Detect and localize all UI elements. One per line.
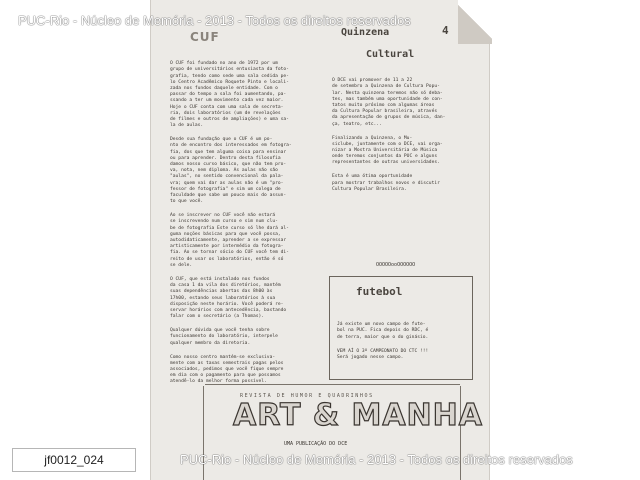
folded-corner: [458, 0, 492, 44]
watermark-top: PUC-Rio - Núcleo de Memória - 2013 - Todos os direitos reservados: [18, 13, 411, 28]
page-number: 4: [442, 24, 449, 37]
cuf-paragraph: O CUF foi fundado no ano de 1972 por um grupo de universitários entusiasta da foto- grafia, tendo como sede uma sala cedida pe- lo Centro Acadêmico Roquete Pinto e locali- zada nos fundos daquele entidade. Com o passar do tempo a sala foi aumentando, pa- ssando a ter um movimento cada vez maior. Hoje o CUF conta com uma sala de secreta- ria, dois laboratórios (um de revelações de filmes e outros de ampliações) e uma sa- la de aulas.: [170, 61, 289, 129]
futebol-body: [337, 316, 469, 369]
cuf-article-title: CUF: [190, 30, 220, 44]
cuf-paragraph: Como nosso centro mantém-se exclusiva- mente com as taxas semestrais pagas pelos associados, pedimos que você fique sempre em dia com o pagamento para que possamos atendê-lo da melhor forma possível.: [170, 354, 284, 385]
cuf-paragraph: Desde sua fundação que o CUF é um po- nto de encontro dos interessados em fotogra- fia, dos que tem alguma coisa para ensinar ou para aprender. Dentro desta filosofia damos nosso curso básico, que não tem pro- va, nota, nem diploma. As aulas não são "aulas", no sentido convencional da pala- vra; quem vai dar as aulas não é um "pro- fessor de fotografia" e sim um colega de faculdade que sabe um pouco mais do assun- to que você.: [170, 137, 292, 205]
cultural-title: Cultural: [366, 49, 415, 60]
divider: [205, 384, 460, 385]
futebol-paragraph: VEM AÍ O 3º CAMPEONATO DO CTC !!! Será jogado nesse campo.: [337, 348, 429, 360]
quinzena-paragraph: O DCE vai promover de 11 a 22 de setembro a Quinzena de Cultura Popu- lar. Nesta quinzena teremos não só deba- tes, mas também uma oportunidade de con- tatos muito próximo com algumas áreas da Cultura Popular brasileira, através da apresentação de grupos de música, dan- ça, teatro, etc...: [332, 78, 446, 127]
cuf-paragraph: O CUF, que está instalado nos fundos da casa 1 da vila dos diretórios, mantém suas dependências abertas das 8h00 às 17h00, estando seus laboratórios à sua disposição neste horário. Você poderá re- servar horários com antecedência, bastando falar com o secretário (a Thomas).: [170, 276, 287, 320]
futebol-title: futebol: [356, 285, 403, 298]
art-manha-tagline: UMA PUBLICAÇÃO DO DCE: [284, 441, 348, 447]
document-id-label: jf0012_024: [12, 448, 136, 472]
quinzena-paragraph: Esta é uma ótima oportunidade para mostrar trabalhos novos e discutir Cultura Popular Brasileira.: [332, 174, 440, 192]
section-separator: OOOOOooOOOOOO: [376, 262, 416, 268]
art-manha-subtitle: REVISTA DE HUMOR E QUADRINHOS: [240, 393, 374, 399]
quinzena-article-body: [332, 72, 480, 201]
cuf-paragraph: Qualquer dúvida que você tenha sobre funcionamento do laboratório, interpele qualquer membro da diretoria.: [170, 328, 278, 346]
cuf-article-body: [170, 55, 318, 393]
art-manha-logo: ART & MANHA: [233, 398, 483, 433]
futebol-paragraph: Já existe um novo campo de fute- bol na PUC. Fica depois do RDC, é de terra, maior que o do ginásio.: [337, 322, 429, 340]
watermark-bottom: PUC-Rio - Núcleo de Memória - 2013 - Todos os direitos reservados: [180, 452, 573, 467]
cuf-paragraph: Ao se inscrever no CUF você não estará se inscrevendo num curso e sim num clu- be de fotografia Este curso só lhe dará al- guma noções básicas para que você possa, autodidaticamente, aprender a se expressar artisticamente por intermédio da fotogra- fia. Ao se tornar sócio do CUF você tem di- reito de usar os laboratórios, então é só se dele.: [170, 213, 289, 268]
quinzena-title: Quinzena: [341, 27, 390, 38]
quinzena-paragraph: Finalizando a Quinzena, o Mu- siclube, juntamente com o DCE, vai orga- nizar a Mostra Universitária de Música onde teremos conjuntos da PUC e alguns representantes de outras universidades.: [332, 135, 443, 166]
